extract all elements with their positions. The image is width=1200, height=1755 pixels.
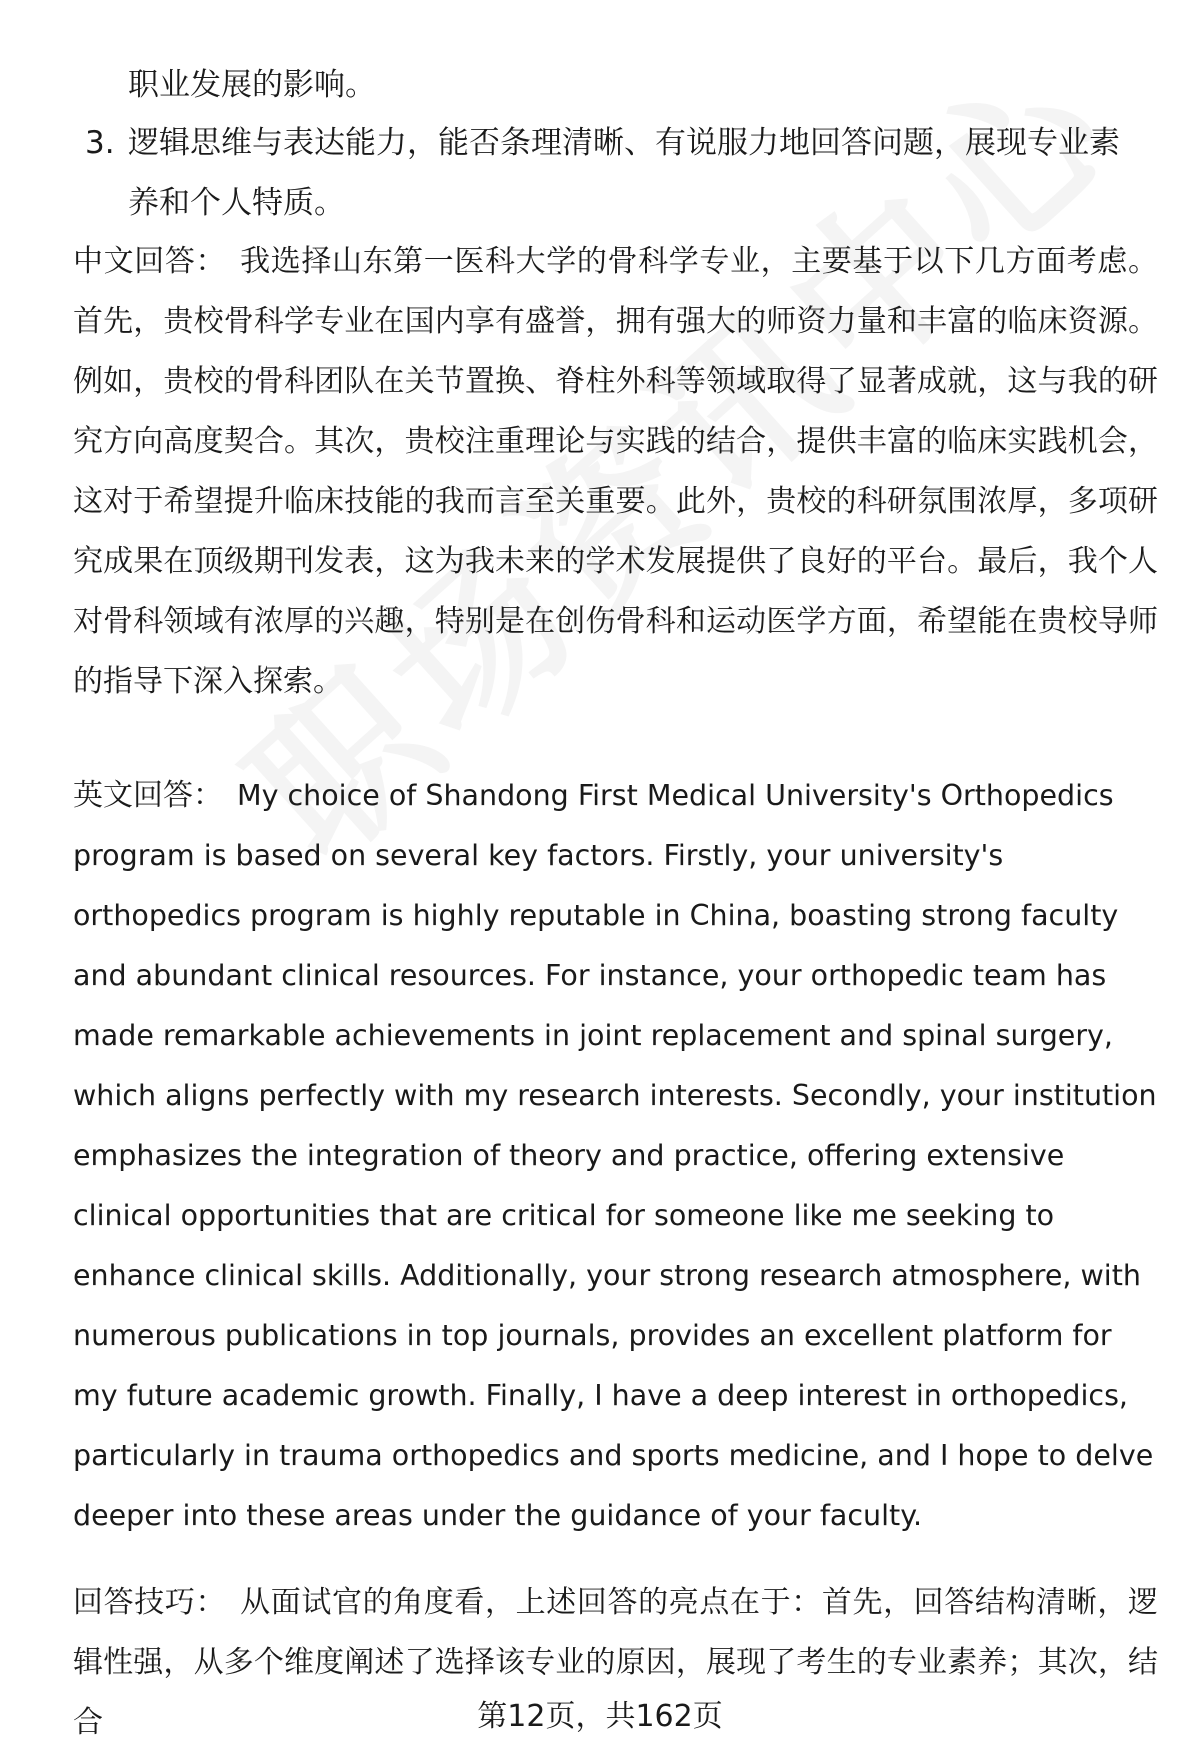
english-answer-label: 英文回答： xyxy=(73,778,223,813)
english-answer-text: My choice of Shandong First Medical University's Orthopedics program is based on several key factors. Firstly, your university's orthopedics program is highly reputable in China, boasting strong faculty and abundant clinical resources. For instance, your orthopedic team has made remarkable achievements in joint replacement and spinal surgery, which aligns perfectly with my research interests. Secondly, your institution emphasizes the integration of theory and practice, offering extensive clinical opportunities that are critical for someone like me seeking to enhance clinical skills. Additionally, your strong research atmosphere, with numerous publications in top journals, provides an excellent platform for my future academic growth. Finally, I have a deep interest in orthopedics, particularly in trauma orthopedics and sports medicine, and I hope to delve deeper into these areas under the guidance of your faculty. xyxy=(73,779,1157,1532)
list-item-text: 逻辑思维与表达能力，能否条理清晰、有说服力地回答问题，展现专业素养和个人特质。 xyxy=(128,125,1120,221)
page-number: 第12页，共162页 xyxy=(477,1699,723,1734)
list-item-number: 3. xyxy=(85,125,115,161)
chinese-answer-text: 我选择山东第一医科大学的骨科学专业，主要基于以下几方面考虑。首先，贵校骨科学专业在国内享有盛誉，拥有强大的师资力量和丰富的临床资源。例如，贵校的骨科团队在关节置换、脊柱外科等领域取得了显著成就，这与我的研究方向高度契合。其次，贵校注重理论与实践的结合，提供丰富的临床实践机会，这对于希望提升临床技能的我而言至关重要。此外，贵校的科研氛围浓厚，多项研究成果在顶级期刊发表，这为我未来的学术发展提供了良好的平台。最后，我个人对骨科领域有浓厚的兴趣，特别是在创伤骨科和运动医学方面，希望能在贵校导师的指导下深入探索。 xyxy=(73,244,1159,699)
continuation-line: 职业发展的影响。 xyxy=(128,67,376,103)
chinese-answer-label: 中文回答： xyxy=(73,244,227,279)
english-answer-paragraph xyxy=(73,766,1158,1546)
tips-text: 从面试官的角度看，上述回答的亮点在于：首先，回答结构清晰，逻辑性强，从多个维度阐述了选择该专业的原因，展现了考生的专业素养；其次，结合 xyxy=(73,1585,1159,1740)
chinese-answer-paragraph xyxy=(73,232,1158,712)
tips-label: 回答技巧： xyxy=(73,1585,227,1620)
